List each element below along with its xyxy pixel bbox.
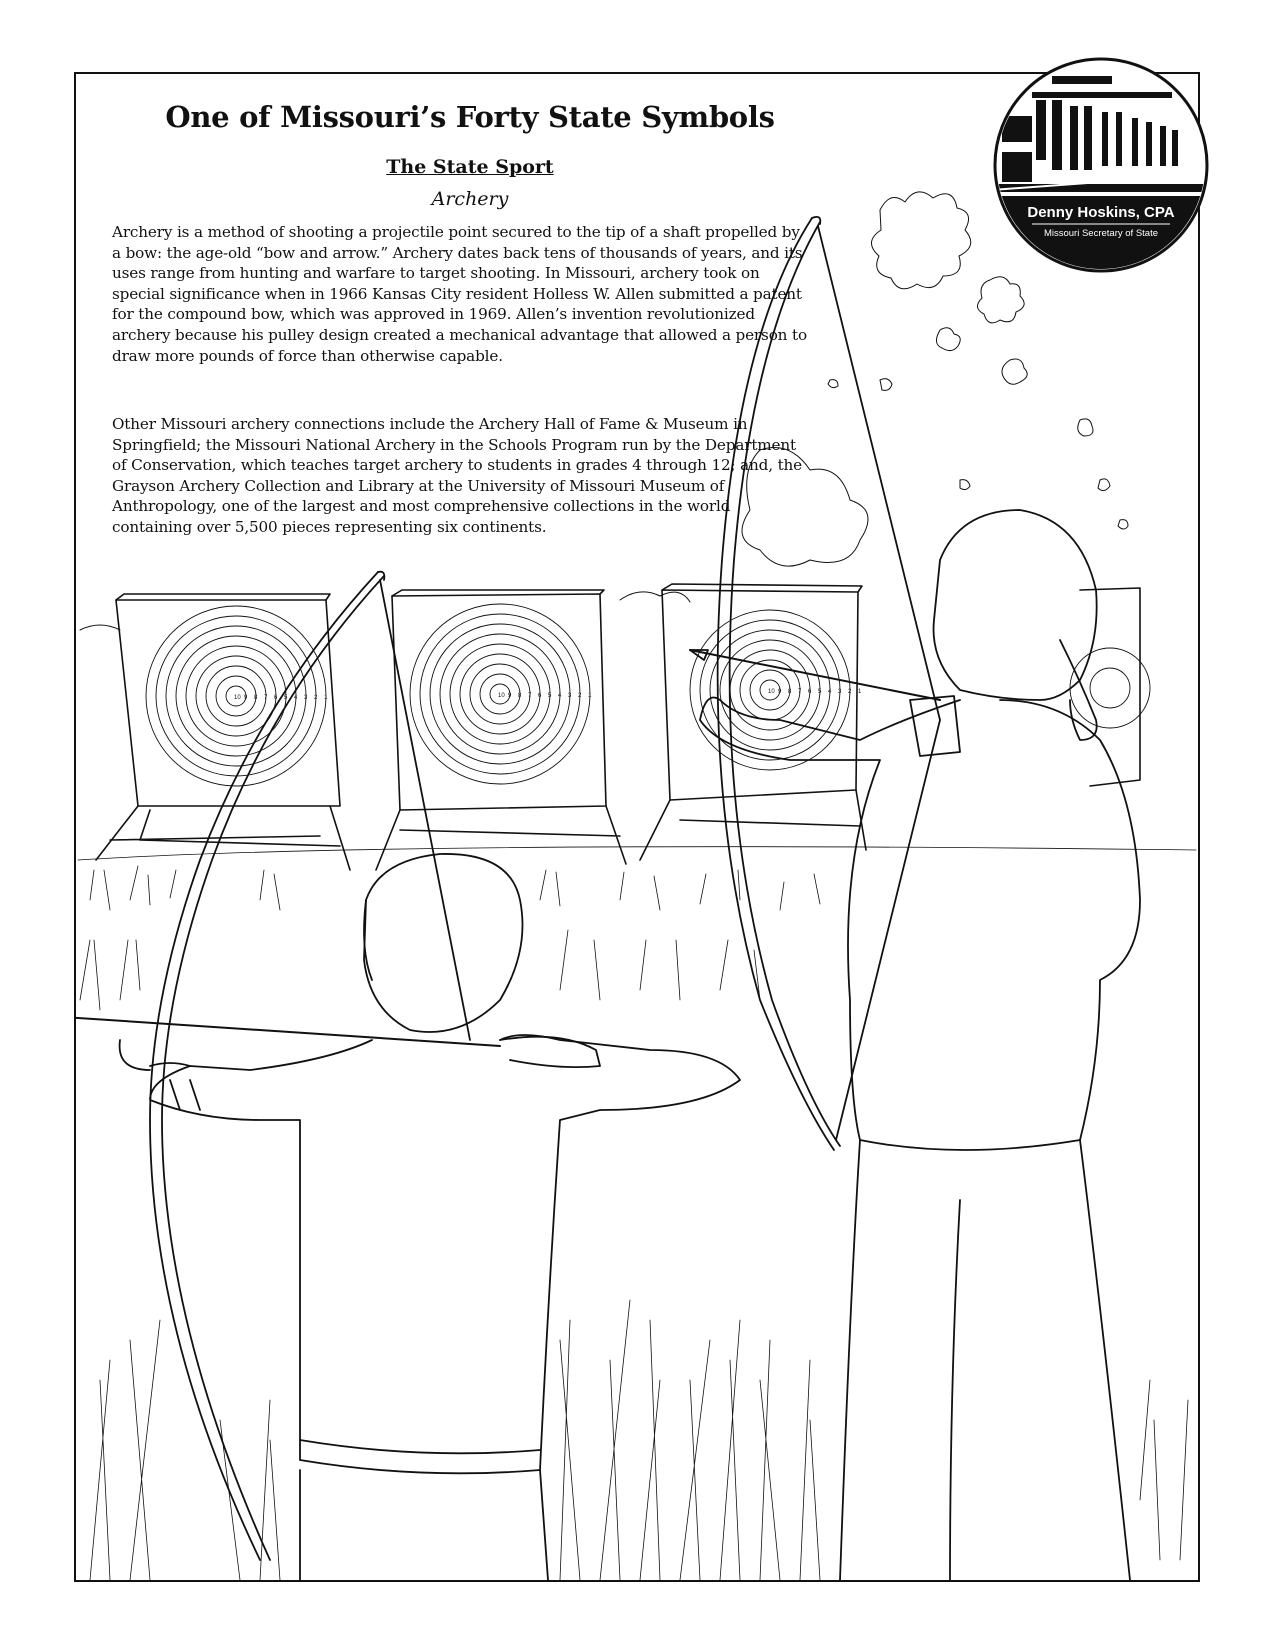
secretary-of-state-seal: [992, 56, 1210, 274]
target-ring-number: 9: [244, 695, 248, 701]
target-ring-number: 1: [588, 693, 592, 699]
seal-office: Missouri Secretary of State: [1043, 228, 1159, 239]
target-ring-number: 1: [858, 689, 862, 695]
target-ring-number: 7: [798, 689, 802, 695]
target-ring-number: 3: [838, 689, 842, 695]
target-ring-number: 4: [294, 695, 298, 701]
target-ring-number: 1: [324, 695, 328, 701]
target-ring-number: 5: [818, 689, 822, 695]
target-ring-number: 10: [768, 689, 775, 695]
target-ring-number: 7: [528, 693, 532, 699]
target-ring-number: 5: [284, 695, 288, 701]
target-ring-number: 6: [538, 693, 542, 699]
grass-field: [78, 847, 1196, 1580]
target-board-1: [96, 594, 350, 870]
target-ring-number: 5: [548, 693, 552, 699]
symbol-name: Archery: [431, 188, 509, 210]
page-title: One of Missouri’s Forty State Symbols: [165, 100, 775, 134]
target-ring-number: 4: [558, 693, 562, 699]
page-subtitle: The State Sport: [386, 156, 554, 178]
target-ring-number: 7: [264, 695, 268, 701]
paragraph-connections: Other Missouri archery connections include the Archery Hall of Fame & Museum in Springfield; the Missouri National Archery in the Schools Program run by the Department of Conservation, which teaches target archery to students in grades 4 through 12; and, the Grayson Archery Collection and Library at the University of Missouri Museum of Anthropology, one of the largest and most comprehensive collections in the world containing over 5,500 pieces representing six continents.: [112, 415, 803, 536]
paragraph-history: Archery is a method of shooting a projectile point secured to the tip of a shaft propelled by a bow: the age-old “bow and arrow.” Archery dates back tens of thousands of years, and its uses range from hunting and warfare to target shooting. In Missouri, archery took on special significance when in 1966 Kansas City resident Holless W. Allen submitted a patent for the compound bow, which was approved in 1969. Allen’s invention revolutionized archery because his pulley design created a mechanical advantage that allowed a person to draw more pounds of force than otherwise capable.: [112, 223, 807, 365]
target-ring-number: 2: [848, 689, 852, 695]
left-archer: [48, 572, 740, 1580]
target-ring-number: 9: [508, 693, 512, 699]
target-ring-number: 6: [808, 689, 812, 695]
target-ring-number: 3: [304, 695, 308, 701]
target-ring-number: 3: [568, 693, 572, 699]
target-board-2: [376, 590, 626, 870]
target-ring-number: 8: [518, 693, 522, 699]
target-ring-number: 10: [498, 693, 505, 699]
target-ring-number: 10: [234, 695, 241, 701]
target-ring-number: 2: [314, 695, 318, 701]
target-ring-number: 2: [578, 693, 582, 699]
target-ring-number: 9: [778, 689, 782, 695]
target-ring-number: 8: [788, 689, 792, 695]
target-ring-number: 8: [254, 695, 258, 701]
target-board-3: [640, 584, 866, 860]
seal-name: Denny Hoskins, CPA: [1027, 204, 1175, 221]
target-ring-number: 4: [828, 689, 832, 695]
target-ring-number: 6: [274, 695, 278, 701]
